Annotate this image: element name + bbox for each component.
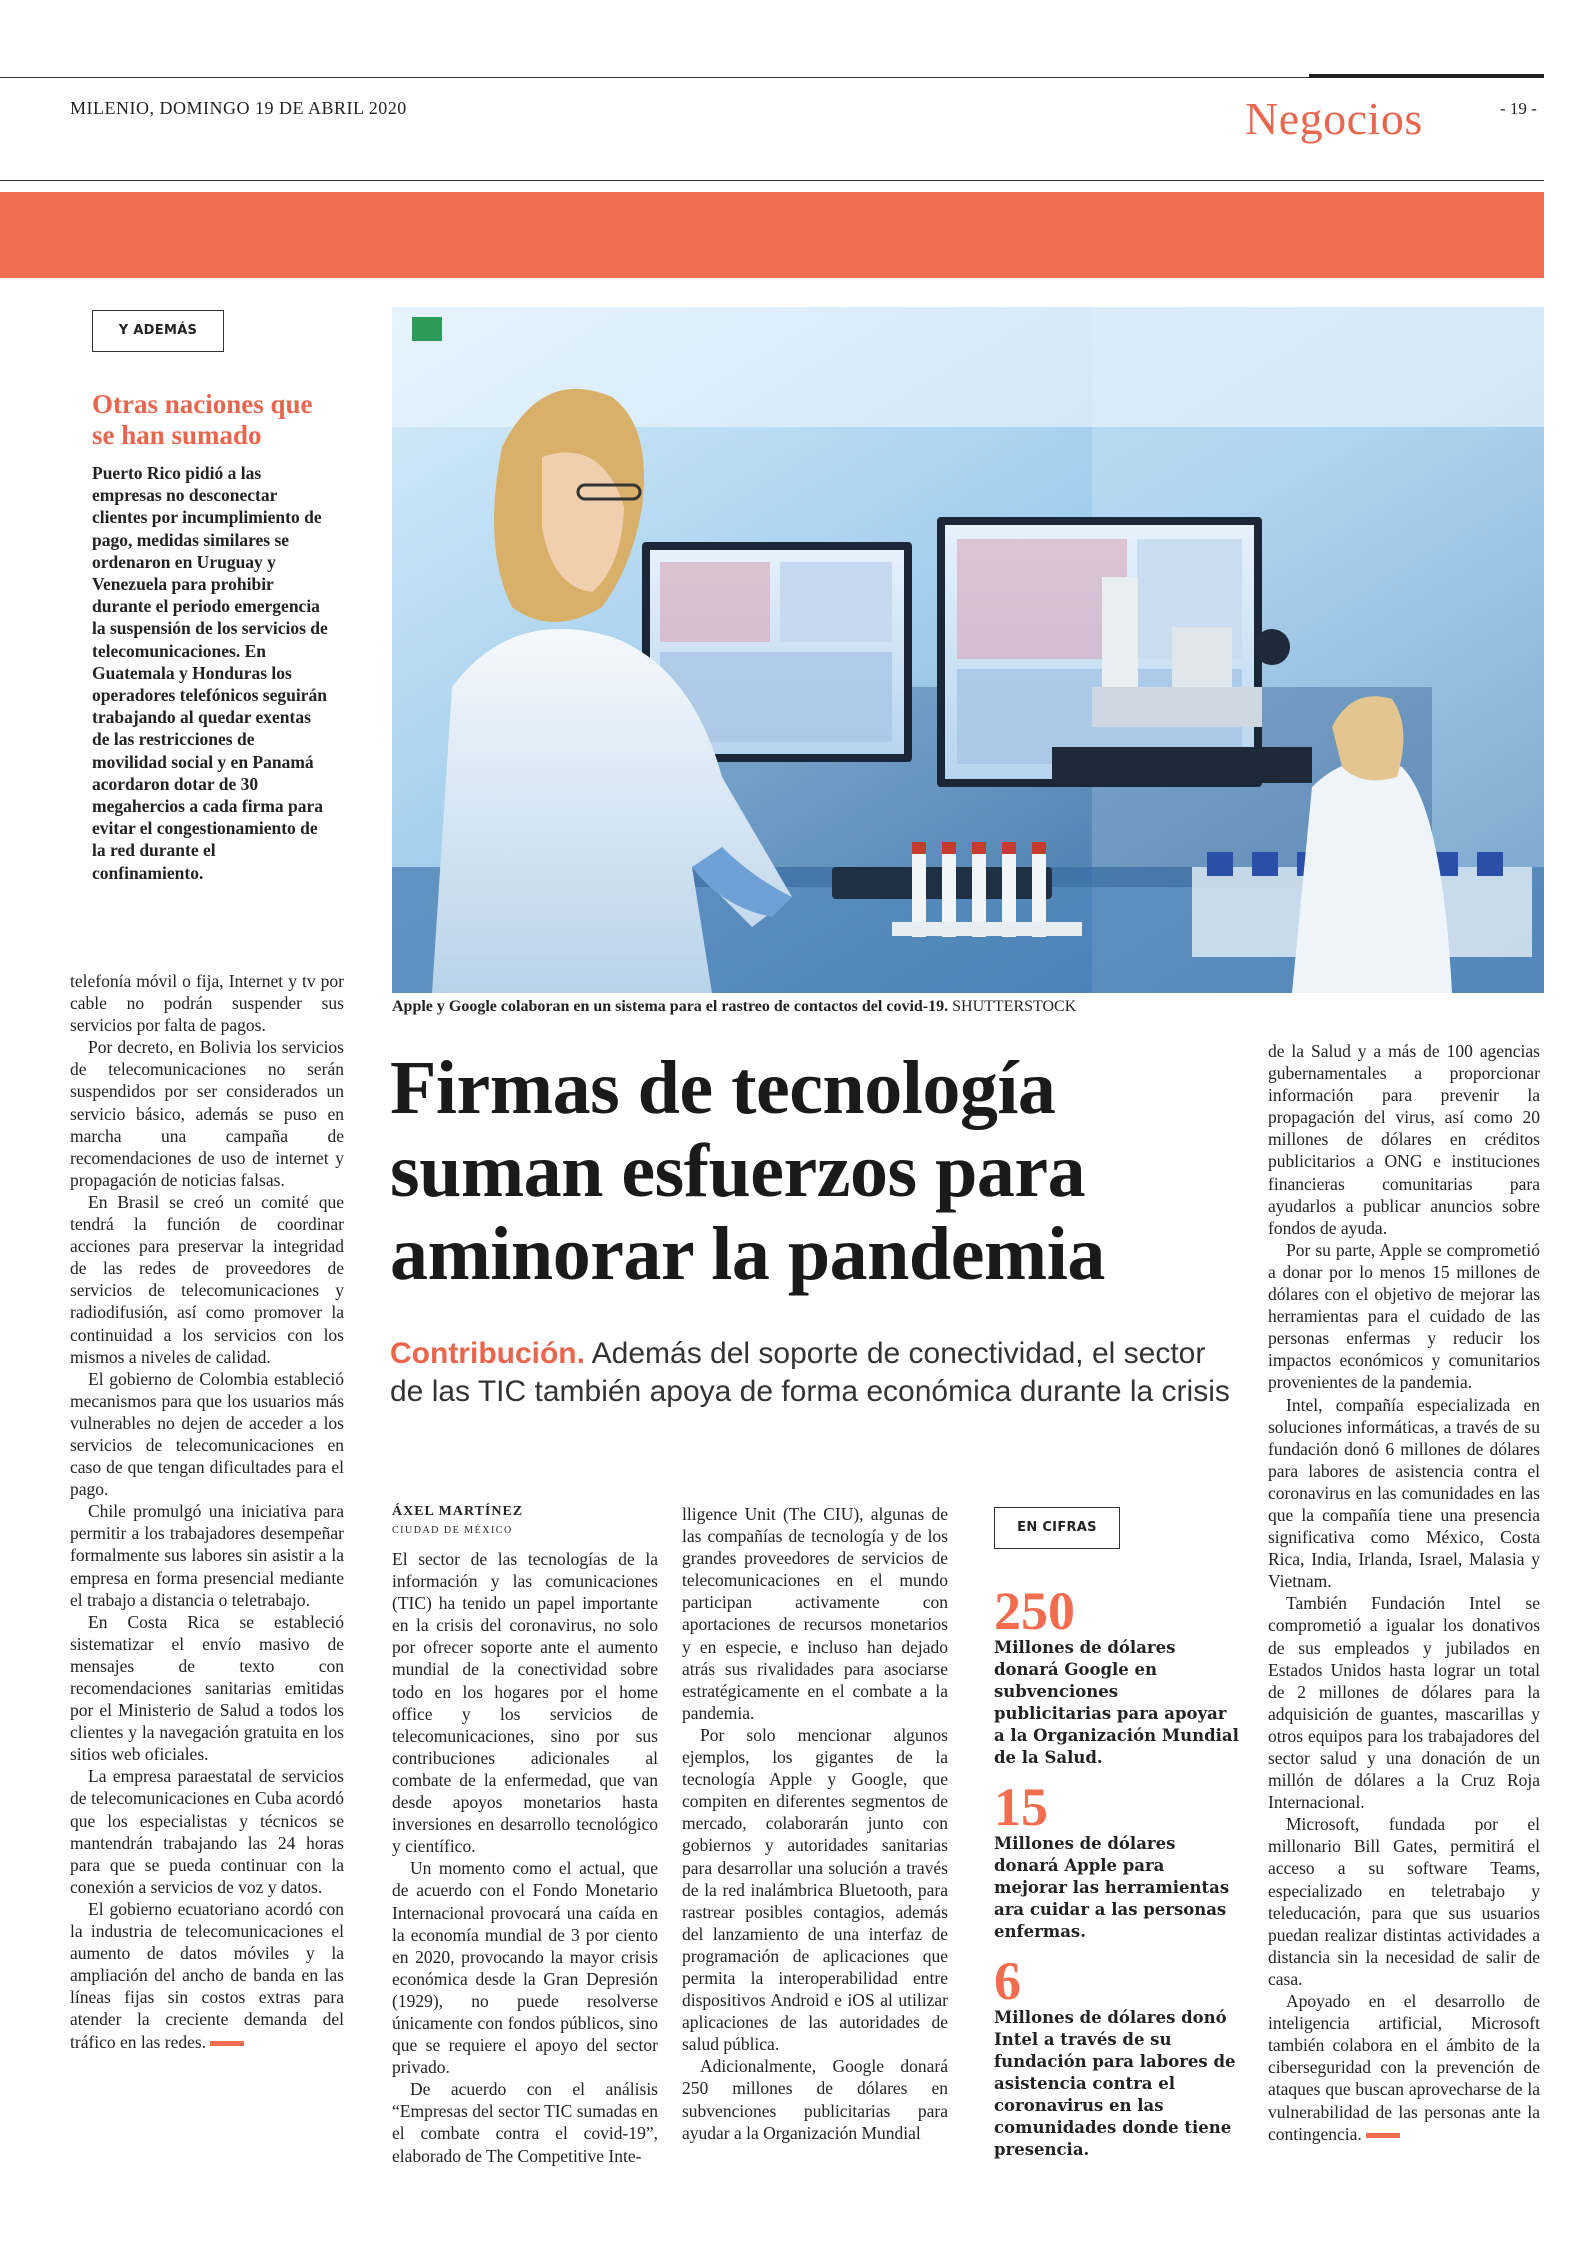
center-paragraph: Adicionalmente, Google donará 250 millones de dólares en subvenciones publicitarias para ayudar a la Organización Mundial [682,2056,948,2143]
left-paragraph [70,1898,344,2053]
center-paragraph: Por solo mencionar algunos ejemplos, los gigantes de la tecnología Apple y Google, que compiten en diferentes segmentos de mercado, colaborarán junto con gobiernos y autoridades sanitarias para desarrollar una solución a través de la red inalámbrica Bluetooth, para rastrear posibles contagios, además del lanzamiento de una interfaz de programación de aplicaciones que permita la interoperabilidad entre dispositivos Android e iOS al utilizar aplicaciones de las autoridades de salud pública. [682,1724,948,2055]
sidebar-body: Puerto Rico pidió a las empresas no desconectar clientes por incumplimiento de pago, medidas similares se ordenaron en Uruguay y Venezuela para prohibir durante el periodo emergencia la suspensión de los servicios de telecomunicaciones. En Guatemala y Honduras los operadores telefónicos seguirán trabajando al quedar exentas de las restricciones de movilidad social y en Panamá acordaron dotar de 30 megahercios a cada firma para evitar el congestionamiento de la red durante el confinamiento. [92,463,328,883]
section-accent-rule [1309,74,1544,78]
center-paragraph: lligence Unit (The CIU), algunas de las compañías de tecnología y de los grandes proveedores de servicios de telecomunicaciones en el mundo participan activamente con aportaciones de recursos monetarios y en especie, e incluso han dejado atrás sus rivalidades para asociarse estratégicamente en el combate a la pandemia. [682,1504,948,1723]
middle-column [392,1548,658,2167]
lab-photo-illustration [392,307,1544,993]
headline [390,1047,1260,1296]
deck [390,1335,1270,1411]
photo-credit: SHUTTERSTOCK [952,998,1077,1015]
deck-line2: de las TIC también apoya de forma económica durante la crisis [390,1375,1230,1408]
page-number: - 19 - [1500,99,1537,118]
figure-number: 6 [994,1951,1021,2011]
middle-paragraph: El sector de las tecnologías de la información y las comunicaciones (TIC) ha tenido un papel importante en la crisis del coronavirus, no solo por ofrecer soporte ante el aumento mundial de la conectividad sobre todo en los hogares por el home office y los servicios de telecomunicaciones, sino por sus contribuciones adicionales al combate de la enfermedad, que van desde apoyos monetarios hasta inversiones en desarrollo tecnológico y científico. [392,1549,658,1857]
figure-text: Millones de dólares donará Google en subvenciones publicitarias para apoyar a la Organización Mundial de la Salud. [994,1638,1239,1767]
figures-list [994,1581,1240,2161]
photo-caption [392,998,1076,1016]
right-paragraph: También Fundación Intel se comprometió a igualar los donativos de sus empleados y jubilados en Estados Unidos hasta lograr un total de 2 millones de dólares para la adquisición de guantes, mascarillas y otros equipos para los trabajadores del sector salud y una donación de un millón de dólares a la Cruz Roja Internacional. [1268,1593,1540,1813]
orange-banner [0,192,1544,278]
left-paragraph: El gobierno de Colombia estableció mecanismos para que los usuarios más vulnerables no dejen de acceder a los servicios de telecomunicaciones en caso de que tengan dificultades para el pago. [70,1368,344,1500]
figure-item [994,1951,1240,2161]
caption-text: Apple y Google colaboran en un sistema para el rastreo de contactos del covid-19. [392,998,949,1015]
left-paragraph: telefonía móvil o fija, Internet y tv por cable no podrán suspender sus servicios por falta de pagos. [70,971,344,1036]
left-paragraph: En Costa Rica se estableció sistematizar el envío masivo de mensajes de texto con recomendaciones sanitarias emitidas por el Ministerio de Salud a todos los clientes y la navegación gratuita en los sitios web oficiales. [70,1611,344,1765]
sidebar-label: Y ADEMÁS [92,310,224,352]
figure-item [994,1777,1240,1943]
left-column [70,970,344,2053]
sidebar-title [92,389,352,451]
right-paragraph: Intel, compañía especializada en soluciones informáticas, a través de su fundación donó 6 millones de dólares para labores de asistencia contra el coronavirus en las comunidades en las que la compañía tiene una presencia significativa como México, Costa Rica, India, Irlanda, Israel, Malasia y Vietnam. [1268,1394,1540,1592]
figure-item [994,1581,1240,1769]
right-paragraph-text: Apoyado en el desarrollo de inteligencia artificial, Microsoft también colabora en el ámbito de la ciberseguridad con la prevención de ataques que buscan aprovecharse de la vulnerabilidad de las personas ante la contingencia. [1268,1991,1540,2144]
figures-label: EN CIFRAS [994,1507,1120,1549]
end-mark [1366,2133,1400,2138]
right-paragraph: Por su parte, Apple se comprometió a donar por lo menos 15 millones de dólares con el objetivo de mejorar las herramientas para el cuidado de las personas enfermas y reducir los impactos económicos y comunitarios provenientes de la pandemia. [1268,1239,1540,1393]
middle-paragraph: De acuerdo con el análisis “Empresas del sector TIC sumadas en el combate contra el covid-19”, elaborado de The Competitive Inte- [392,2079,658,2166]
lab-photo [392,307,1544,993]
headline-line1: Firmas de tecnología [390,1046,1056,1130]
left-paragraph: Por decreto, en Bolivia los servicios de telecomunicaciones no serán suspendidos por ser considerados un servicio básico, además se puso en marcha una campaña de recomendaciones de uso de internet y propagación de noticias falsas. [70,1037,344,1190]
date-line: MILENIO, DOMINGO 19 DE ABRIL 2020 [70,98,407,118]
right-paragraph [1268,1990,1540,2145]
end-mark [210,2041,244,2046]
deck-kicker: Contribución. [390,1337,585,1370]
masthead-bottom-rule [0,180,1544,181]
left-paragraph-text: El gobierno ecuatoriano acordó con la industria de telecomunicaciones el aumento de datos móviles y la ampliación del ancho de banda en las líneas fijas sin costos extras para atender la creciente demanda del tráfico en las redes. [70,1898,344,2052]
byline-author: ÁXEL MARTÍNEZ [392,1504,524,1519]
left-paragraph: En Brasil se creó un comité que tendrá la función de coordinar acciones para preservar la integridad de las redes de proveedores de servicios de telecomunicaciones y radiodifusión, así como promover la continuidad a los servicios con los mismos a niveles de calidad. [70,1191,344,1367]
right-column [1268,1040,1540,2145]
headline-line2: suman esfuerzos para [390,1129,1086,1213]
sidebar-title-line1: Otras naciones que [92,389,313,419]
figure-number: 15 [994,1777,1048,1837]
left-paragraph: La empresa paraestatal de servicios de telecomunicaciones en Cuba acordó que los especialistas y técnicos se mantendrán trabajando las 24 horas para que se pueda continuar con la conexión a servicios de voz y datos. [70,1766,344,1897]
figure-text: Millones de dólares donó Intel a través de su fundación para labores de asistencia contra el coronavirus en las comunidades donde tiene presencia. [994,2008,1236,2159]
headline-line3: aminorar la pandemia [390,1212,1105,1296]
byline-location: CIUDAD DE MÉXICO [392,1525,513,1536]
figure-number: 250 [994,1581,1075,1641]
left-paragraph: Chile promulgó una iniciativa para permitir a los trabajadores desempeñar formalmente sus labores sin asistir a la empresa en forma presencial mediante el trabajo a distancia o teletrabajo. [70,1501,344,1610]
right-paragraph: de la Salud y a más de 100 agencias gubernamentales a proporcionar información para prevenir la propagación del virus, así como 20 millones de dólares en créditos publicitarios a ONG e instituciones financieras comunitarias para ayudarlos a publicar anuncios sobre fondos de ayuda. [1268,1041,1540,1238]
section-title: Negocios [1245,93,1423,144]
deck-line1: Además del soporte de conectividad, el sector [591,1337,1206,1370]
center-column [682,1503,948,2144]
right-paragraph: Microsoft, fundada por el millonario Bill Gates, permitirá el acceso a su software Teams, especializado en teletrabajo y teleducación, para que sus usuarios puedan realizar distintas actividades a distancia sin la necesidad de salir de casa. [1268,1814,1540,1989]
middle-paragraph: Un momento como el actual, que de acuerdo con el Fondo Monetario Internacional provocará una caída en la economía mundial de 3 por ciento en 2020, provocando la mayor crisis económica desde la Gran Depresión (1929), no puede resolverse únicamente con fondos públicos, sino que se requiere el apoyo del sector privado. [392,1858,658,2078]
sidebar-title-line2: se han sumado [92,420,262,450]
figure-text: Millones de dólares donará Apple para mejorar las herramientas ara cuidar a las personas enfermas. [994,1834,1230,1941]
